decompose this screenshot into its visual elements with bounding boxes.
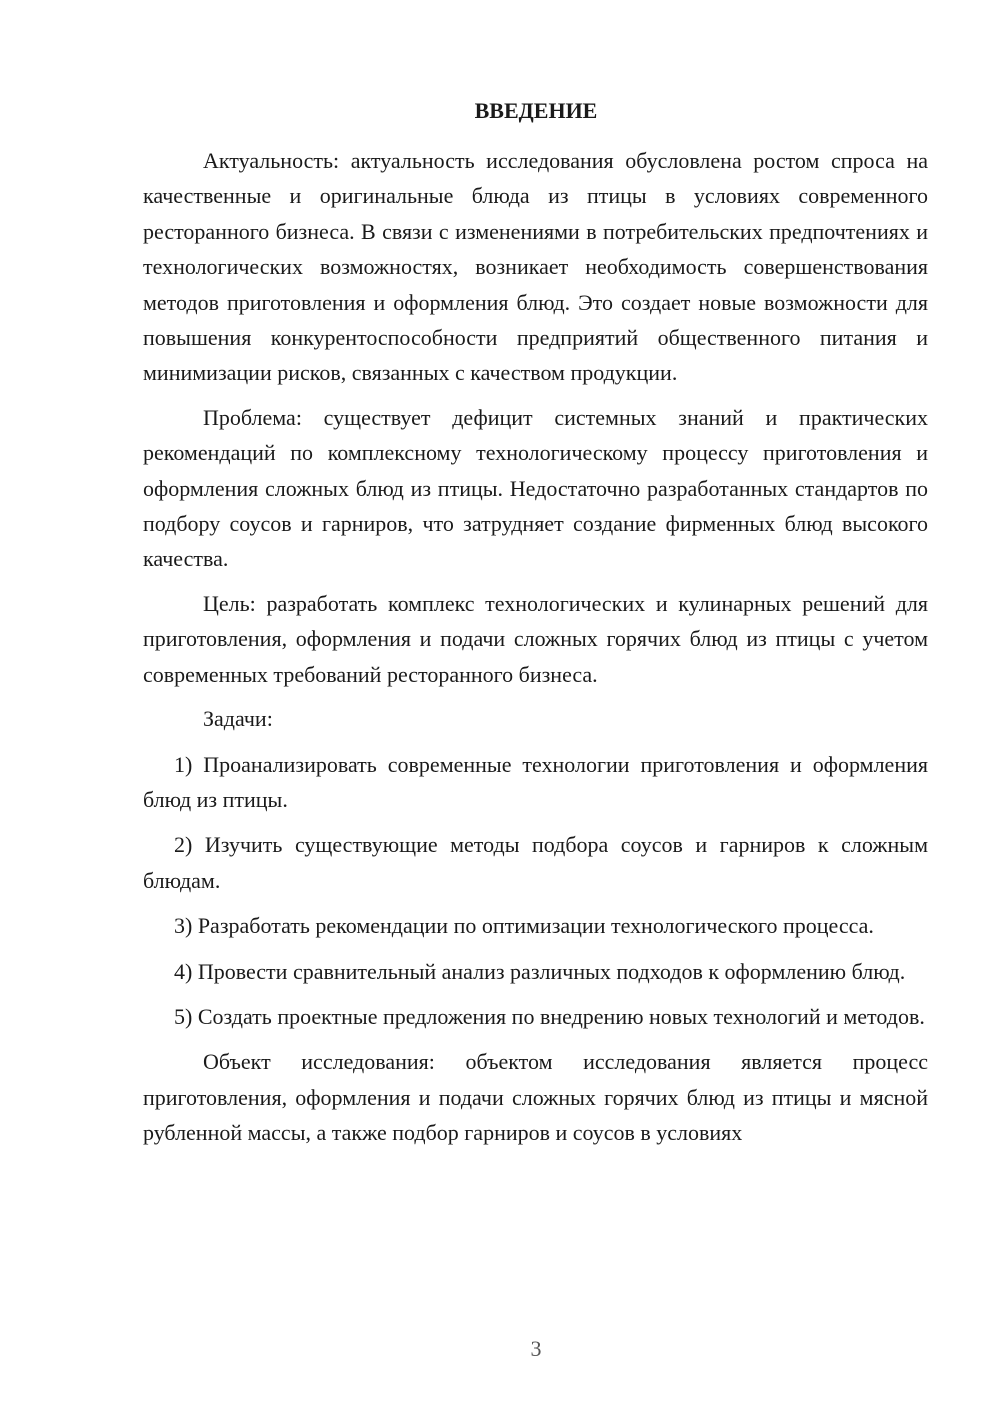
task-item: 5) Создать проектные предложения по внедрению новых технологий и методов.	[174, 1003, 925, 1029]
document-body	[143, 143, 928, 1151]
paragraph-relevance: Актуальность: актуальность исследования обусловлена ростом спроса на качественные и оригинальные блюда из птицы в условиях современного ресторанного бизнеса. В связи с изменениями в потребительских предпочтениях и технологических возможностях, возникает необходимость совершенствования методов приготовления и оформления блюд. Это создает новые возможности для повышения конкурентоспособности предприятий общественного питания и минимизации рисков, связанных с качеством продукции.	[143, 148, 928, 386]
paragraph-problem: Проблема: существует дефицит системных знаний и практических рекомендаций по комплексному технологическому процессу приготовления и оформления сложных блюд из птицы. Недостаточно разработанных стандартов по подбору соусов и гарниров, что затрудняет создание фирменных блюд высокого качества.	[143, 404, 928, 572]
task-item: 4) Провести сравнительный анализ различных подходов к оформлению блюд.	[174, 958, 906, 984]
page-number: 3	[530, 1336, 542, 1361]
task-item: 1) Проанализировать современные технологии приготовления и оформления блюд из птицы.	[143, 751, 928, 812]
paragraph-tasks-heading: Задачи:	[203, 706, 273, 732]
task-item: 3) Разработать рекомендации по оптимизации технологического процесса.	[174, 913, 874, 939]
paragraph-goal: Цель: разработать комплекс технологических и кулинарных решений для приготовления, оформления и подачи сложных горячих блюд из птицы с учетом современных требований ресторанного бизнеса.	[143, 590, 928, 687]
section-title: ВВЕДЕНИЕ	[474, 98, 598, 123]
task-item: 2) Изучить существующие методы подбора соусов и гарниров к сложным блюдам.	[143, 832, 928, 893]
paragraph-object: Объект исследования: объектом исследования является процесс приготовления, оформления и подачи сложных горячих блюд из птицы и мясной рубленной массы, а также подбор гарниров и соусов в условиях	[143, 1049, 928, 1146]
